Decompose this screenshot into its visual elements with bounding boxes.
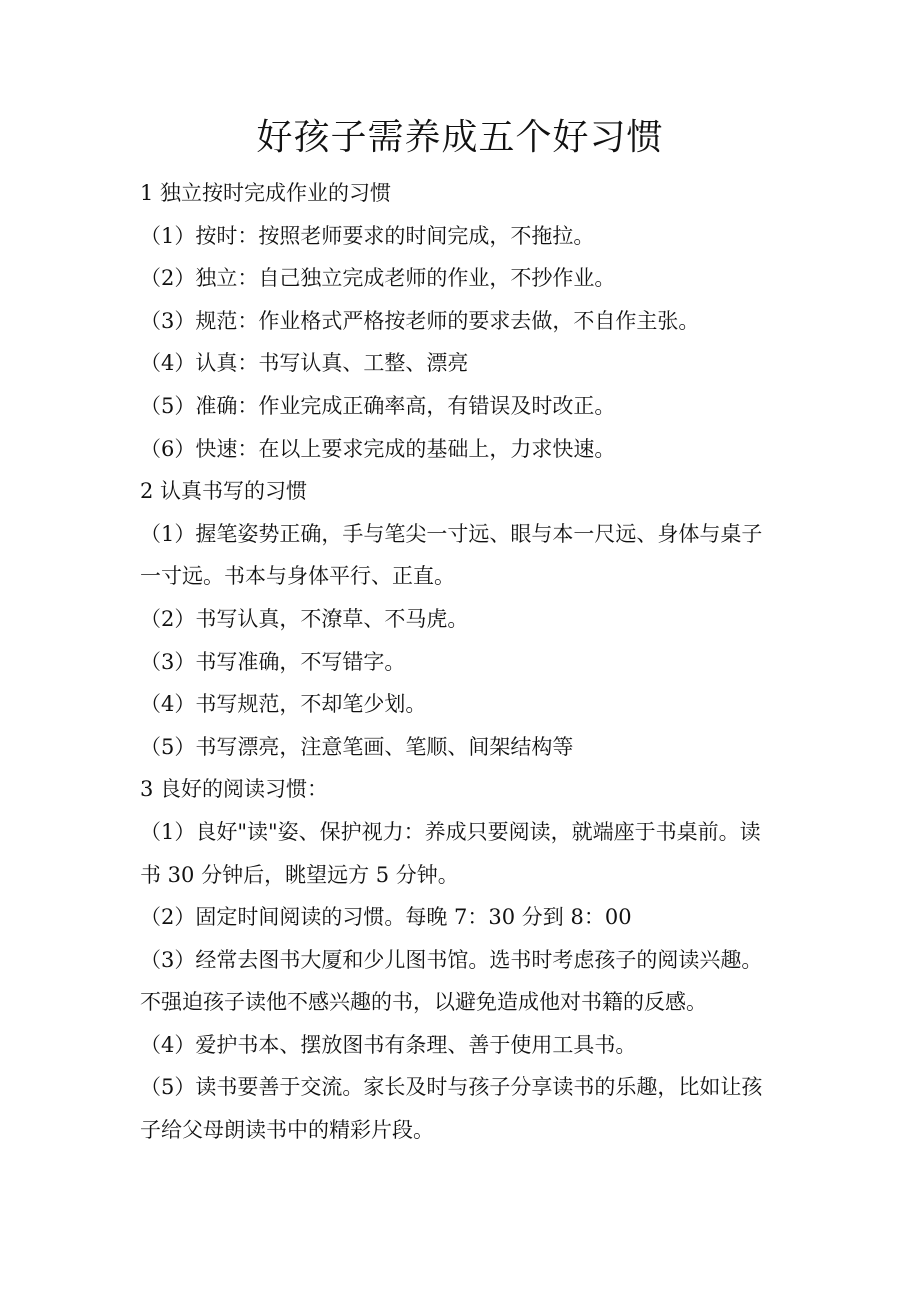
section-1-item-1: （1）按时：按照老师要求的时间完成，不拖拉。 [140,223,595,248]
section-1-heading: 1 独立按时完成作业的习惯 [140,181,392,205]
section-1-item-3: （3）规范：作业格式严格按老师的要求去做，不自作主张。 [140,308,700,333]
section-2-heading: 2 认真书写的习惯 [140,479,308,504]
section-3-item-2: （2）固定时间阅读的习惯。每晚 7：30 分到 8：00 [140,905,632,930]
section-2-item-2: （2）书写认真，不潦草、不马虎。 [140,606,469,631]
section-2-item-5: （5）书写漂亮，注意笔画、笔顺、间架结构等 [140,734,574,759]
section-3-item-3-line-1: （3）经常去图书大厦和少儿图书馆。选书时考虑孩子的阅读兴趣。 [140,947,763,972]
section-3-item-5-line-2: 子给父母朗读书中的精彩片段。 [140,1118,434,1143]
section-2-item-1-line-2: 一寸远。书本与身体平行、正直。 [140,564,455,589]
section-3-item-1-line-2: 书 30 分钟后，眺望远方 5 分钟。 [140,862,459,887]
section-2-item-1-line-1: （1）握笔姿势正确，手与笔尖一寸远、眼与本一尺远、身体与桌子 [140,521,763,546]
section-1-item-5: （5）准确：作业完成正确率高，有错误及时改正。 [140,393,616,418]
section-3-item-3-line-2: 不强迫孩子读他不感兴趣的书，以避免造成他对书籍的反感。 [140,990,707,1015]
section-1-item-4: （4）认真：书写认真、工整、漂亮 [140,351,469,376]
section-3-item-4: （4）爱护书本、摆放图书有条理、善于使用工具书。 [140,1032,637,1057]
section-3-heading: 3 良好的阅读习惯： [140,777,329,802]
section-1-item-2: （2）独立：自己独立完成老师的作业，不抄作业。 [140,266,616,291]
section-2-item-3: （3）书写准确，不写错字。 [140,649,406,674]
section-1-item-6: （6）快速：在以上要求完成的基础上，力求快速。 [140,436,616,461]
section-3-item-5-line-1: （5）读书要善于交流。家长及时与孩子分享读书的乐趣，比如让孩 [140,1075,763,1100]
document-body [140,172,790,1152]
section-2-item-4: （4）书写规范，不却笔少划。 [140,692,427,717]
section-3-item-1-line-1: （1）良好"读"姿、保护视力：养成只要阅读，就端座于书桌前。读 [140,819,761,844]
document-title: 好孩子需养成五个好习惯 [256,117,664,158]
